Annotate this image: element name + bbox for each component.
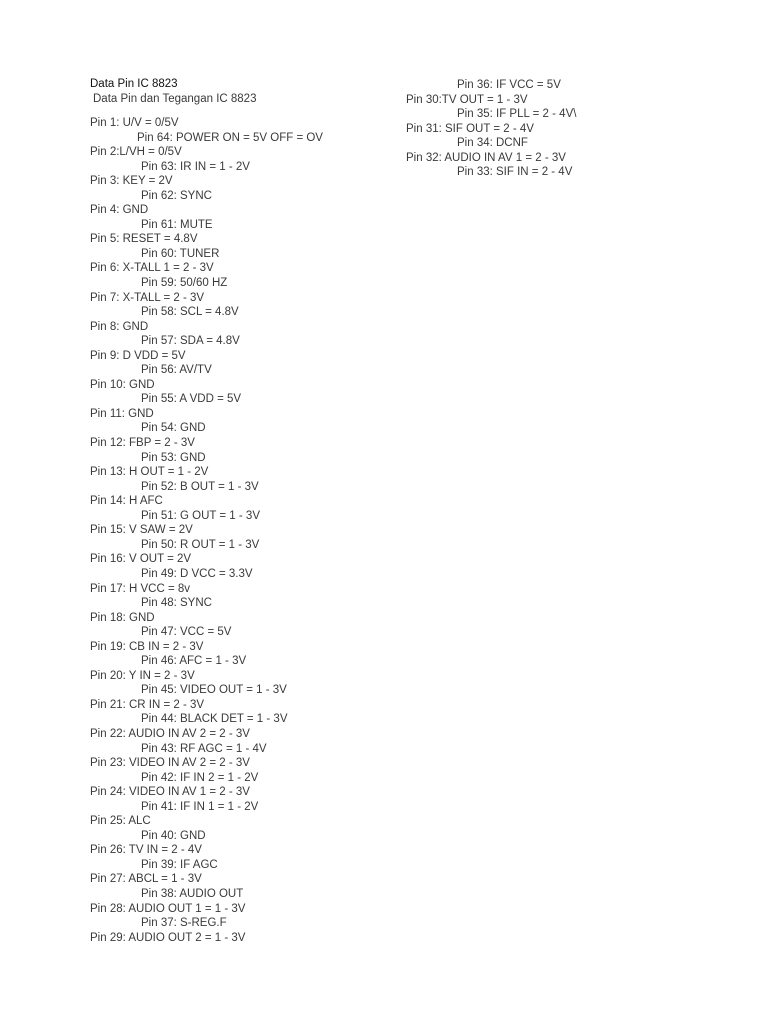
pin-line: Pin 61: MUTE — [141, 218, 213, 231]
pin-line: Pin 36: IF VCC = 5V — [457, 79, 561, 91]
pin-line: Pin 11: GND — [90, 407, 154, 420]
pin-line: Pin 50: R OUT = 1 - 3V — [141, 538, 260, 551]
pin-line: Pin 44: BLACK DET = 1 - 3V — [141, 713, 288, 726]
pin-line: Pin 5: RESET = 4.8V — [90, 233, 198, 246]
pin-line: Pin 24: VIDEO IN AV 1 = 2 - 3V — [90, 786, 250, 799]
pin-line: Pin 32: AUDIO IN AV 1 = 2 - 3V — [406, 151, 566, 164]
pin-line: Pin 7: X-TALL = 2 - 3V — [90, 291, 205, 304]
pin-line: Pin 62: SYNC — [141, 189, 212, 202]
pin-line: Pin 2:L/VH = 0/5V — [90, 146, 182, 159]
pin-line: Pin 12: FBP = 2 - 3V — [90, 437, 195, 450]
right-pin-list — [406, 78, 576, 180]
pin-line: Pin 58: SCL = 4.8V — [141, 306, 239, 319]
pin-line: Pin 60: TUNER — [141, 247, 220, 260]
pin-line: Pin 59: 50/60 HZ — [141, 277, 228, 290]
pin-line: Pin 30:TV OUT = 1 - 3V — [406, 93, 528, 106]
pin-line: Pin 40: GND — [141, 829, 206, 842]
pin-line: Pin 29: AUDIO OUT 2 = 1 - 3V — [90, 931, 246, 944]
pin-line: Pin 49: D VCC = 3.3V — [141, 567, 253, 580]
pin-line: Pin 33: SIF IN = 2 - 4V — [457, 166, 573, 179]
pin-line: Pin 48: SYNC — [141, 597, 212, 610]
document-subtitle: Data Pin dan Tegangan IC 8823 — [93, 93, 257, 105]
pin-line: Pin 15: V SAW = 2V — [90, 524, 193, 537]
pin-line: Pin 27: ABCL = 1 - 3V — [90, 873, 202, 886]
pin-line: Pin 17: H VCC = 8v — [90, 582, 191, 595]
pin-line: Pin 21: CR IN = 2 - 3V — [90, 698, 205, 711]
pin-line: Pin 34: DCNF — [457, 137, 528, 150]
pin-line: Pin 4: GND — [90, 204, 149, 217]
pin-line: Pin 45: VIDEO OUT = 1 - 3V — [141, 684, 287, 697]
pin-line: Pin 37: S-REG.F — [141, 917, 227, 930]
pin-line: Pin 55: A VDD = 5V — [141, 393, 242, 406]
document-title: Data Pin IC 8823 — [90, 78, 178, 90]
pin-line: Pin 43: RF AGC = 1 - 4V — [141, 742, 267, 755]
pin-line: Pin 57: SDA = 4.8V — [141, 335, 240, 348]
pin-line: Pin 41: IF IN 1 = 1 - 2V — [141, 800, 259, 813]
pin-line: Pin 54: GND — [141, 422, 206, 435]
pin-line: Pin 35: IF PLL = 2 - 4V\ — [457, 108, 577, 121]
pin-line: Pin 23: VIDEO IN AV 2 = 2 - 3V — [90, 757, 250, 770]
pin-line: Pin 3: KEY = 2V — [90, 175, 173, 188]
pin-line: Pin 42: IF IN 2 = 1 - 2V — [141, 771, 259, 784]
pin-line: Pin 16: V OUT = 2V — [90, 553, 192, 566]
pin-line: Pin 19: CB IN = 2 - 3V — [90, 640, 204, 653]
pin-line: Pin 56: AV/TV — [141, 364, 212, 377]
pin-line: Pin 9: D VDD = 5V — [90, 349, 186, 362]
pin-line: Pin 63: IR IN = 1 - 2V — [141, 160, 250, 173]
pin-line: Pin 22: AUDIO IN AV 2 = 2 - 3V — [90, 727, 250, 740]
pin-line: Pin 38: AUDIO OUT — [141, 887, 244, 900]
pin-line: Pin 20: Y IN = 2 - 3V — [90, 669, 195, 682]
pin-line: Pin 47: VCC = 5V — [141, 626, 232, 639]
pin-line: Pin 8: GND — [90, 320, 149, 333]
pin-line: Pin 13: H OUT = 1 - 2V — [90, 466, 209, 479]
pin-line: Pin 26: TV IN = 2 - 4V — [90, 844, 202, 857]
pin-line: Pin 6: X-TALL 1 = 2 - 3V — [90, 262, 214, 275]
pin-line: Pin 14: H AFC — [90, 495, 163, 508]
pin-line: Pin 53: GND — [141, 451, 206, 464]
pin-line: Pin 52: B OUT = 1 - 3V — [141, 480, 259, 493]
pin-line: Pin 39: IF AGC — [141, 858, 218, 871]
pin-line: Pin 64: POWER ON = 5V OFF = OV — [137, 131, 323, 144]
pin-line: Pin 1: U/V = 0/5V — [90, 117, 179, 129]
pin-line: Pin 31: SIF OUT = 2 - 4V — [406, 122, 534, 135]
pin-line: Pin 46: AFC = 1 - 3V — [141, 655, 247, 668]
pin-line: Pin 28: AUDIO OUT 1 = 1 - 3V — [90, 902, 246, 915]
left-pin-list — [90, 116, 323, 945]
pin-line: Pin 18: GND — [90, 611, 155, 624]
pin-line: Pin 51: G OUT = 1 - 3V — [141, 509, 260, 522]
pin-line: Pin 10: GND — [90, 378, 155, 391]
pin-line: Pin 25: ALC — [90, 815, 151, 828]
